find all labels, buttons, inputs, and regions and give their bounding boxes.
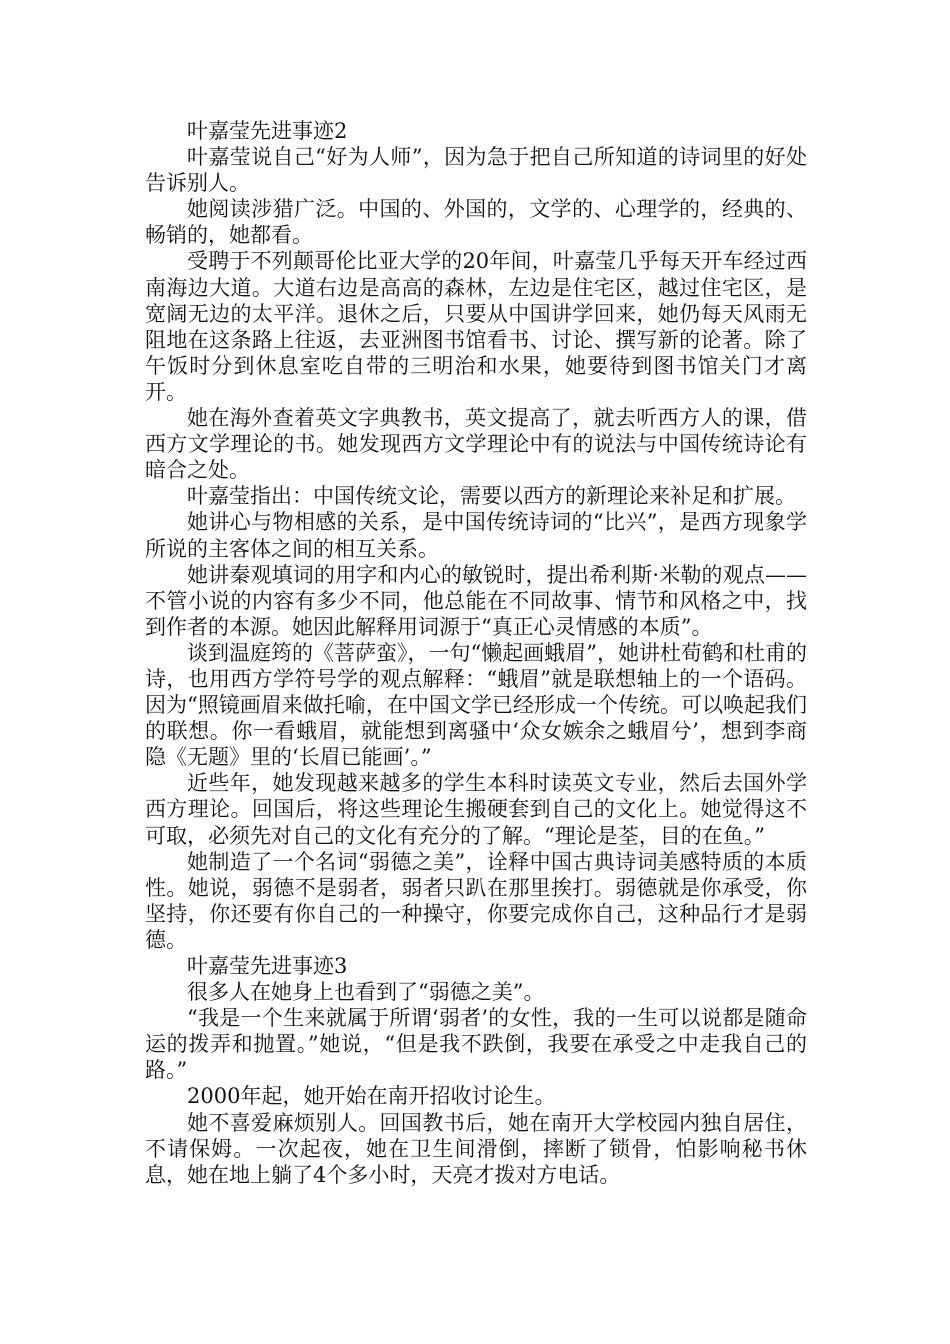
paragraph: 叶嘉莹指出：中国传统文论，需要以西方的新理论来补足和扩展。 bbox=[187, 484, 796, 509]
paragraph: 她制造了一个名词“弱德之美”，诠释中国古典诗词美感特质的本质性。她说，弱德不是弱者，弱者只趴在那里挨打。弱德就是你承受，你坚持，你还要有你自己的一种操守，你要完成你自己，这种品行才是弱德。 bbox=[145, 849, 807, 952]
paragraph: 她不喜爱麻烦别人。回国教书后，她在南开大学校园内独自居住，不请保姆。一次起夜，她在卫生间滑倒，摔断了锁骨，怕影响秘书休息，她在地上躺了4个多小时，天亮才拨对方电话。 bbox=[145, 1110, 807, 1187]
section-heading: 叶嘉莹先进事迹2 bbox=[187, 119, 348, 143]
paragraph: 谈到温庭筠的《菩萨蛮》，一句“懒起画蛾眉”，她讲杜荀鹤和杜甫的诗，也用西方学符号学的观点解释：“蛾眉”就是联想轴上的一个语码。因为“照镜画眉来做托喻，在中国文学已经形成一个传统。可以唤起我们的联想。你一看蛾眉，就能想到离骚中‘众女嫉余之蛾眉兮’，想到李商隐《无题》里的‘长眉已能画’。” bbox=[145, 640, 807, 770]
section-heading: 叶嘉莹先进事迹3 bbox=[187, 954, 348, 978]
paragraph: 她讲心与物相感的关系，是中国传统诗词的“比兴”，是西方现象学所说的主客体之间的相互关系。 bbox=[145, 510, 807, 561]
paragraph: 她讲秦观填词的用字和内心的敏锐时，提出希利斯·米勒的观点——不管小说的内容有多少不同，他总能在不同故事、情节和风格之中，找到作者的本源。她因此解释用词源于“真正心灵情感的本质”。 bbox=[145, 562, 807, 639]
paragraph: 她阅读涉猎广泛。中国的、外国的，文学的、心理学的，经典的、畅销的，她都看。 bbox=[145, 197, 807, 248]
paragraph: 受聘于不列颠哥伦比亚大学的20年间，叶嘉莹几乎每天开车经过西南海边大道。大道右边是高高的森林，左边是住宅区，越过住宅区，是宽阔无边的太平洋。退休之后，只要从中国讲学回来，她仍每天风雨无阻地在这条路上往返，去亚洲图书馆看书、讨论、撰写新的论著。除了午饭时分到休息室吃自带的三明治和水果，她要待到图书馆关门才离开。 bbox=[145, 249, 807, 404]
paragraph: “我是一个生来就属于所谓‘弱者’的女性，我的一生可以说都是随命运的拨弄和抛置。”她说，“但是我不跌倒，我要在承受之中走我自己的路。” bbox=[145, 1006, 807, 1083]
document-body bbox=[145, 118, 807, 1188]
paragraph: 很多人在她身上也看到了“弱德之美”。 bbox=[187, 980, 545, 1005]
paragraph: 她在海外查着英文字典教书，英文提高了，就去听西方人的课，借西方文学理论的书。她发现西方文学理论中有的说法与中国传统诗论有暗合之处。 bbox=[145, 406, 807, 483]
paragraph: 叶嘉莹说自己“好为人师”，因为急于把自己所知道的诗词里的好处告诉别人。 bbox=[145, 145, 807, 196]
paragraph: 2000年起，她开始在南开招收讨论生。 bbox=[187, 1084, 556, 1109]
paragraph: 近些年，她发现越来越多的学生本科时读英文专业，然后去国外学西方理论。回国后，将这些理论生搬硬套到自己的文化上。她觉得这不可取，必须先对自己的文化有充分的了解。“理论是荃，目的在鱼。” bbox=[145, 771, 807, 848]
